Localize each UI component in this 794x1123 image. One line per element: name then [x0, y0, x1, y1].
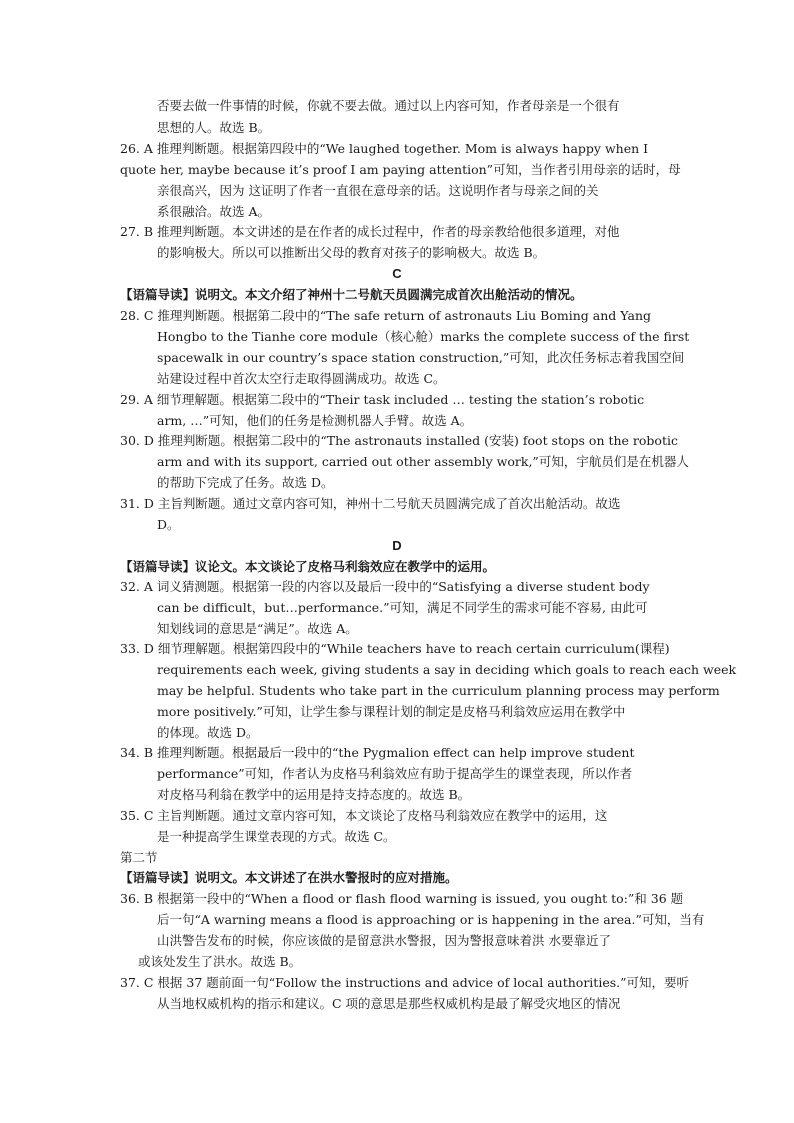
answer-33-line: more positively.”可知，让学生参与课程计划的制定是皮格马利翁效应运用在教学中 [157, 704, 626, 719]
answer-36-line: 36. B 根据第一段中的“When a flood or flash flood warning is issued, you ought to:”和 36 题 [120, 891, 684, 906]
answer-32-line: can be difficult，but…performance.”可知，满足不同学生的需求可能不容易, 由此可 [157, 600, 648, 615]
answer-30-line: 的帮助下完成了任务。故选 D。 [157, 475, 334, 490]
answer-26-line: 系很融洽。故选 A。 [157, 204, 271, 219]
answer-30-line: 30. D 推理判断题。根据第二段中的“The astronauts installed (安装) foot stops on the robotic [120, 433, 678, 448]
answer-28-line: spacewalk in our country’s space station construction,”可知，此次任务标志着我国空间 [157, 350, 685, 365]
answer-27-line: 27. B 推理判断题。本文讲述的是在作者的成长过程中，作者的母亲教给他很多道理，对他 [120, 224, 620, 239]
answer-text-line: 思想的人。故选 B。 [157, 120, 271, 135]
answer-31-line: 31. D 主旨判断题。通过文章内容可知，神州十二号航天员圆满完成了首次出舱活动。故选 [120, 496, 621, 511]
answer-33-line: 33. D 细节理解题。根据第四段中的“While teachers have to reach certain curriculum(课程) [120, 641, 670, 656]
answer-37-line: 37. C 根据 37 题前面一句“Follow the instructions and advice of local authorities.”可知，要听 [120, 975, 689, 990]
passage-guide-c: 【语篇导读】说明文。本文介绍了神州十二号航天员圆满完成首次出舱活动的情况。 [120, 287, 583, 302]
answer-34-line: 34. B 推理判断题。根据最后一段中的“the Pygmalion effect can help improve student [120, 745, 635, 760]
answer-33-line: requirements each week, giving students a say in deciding which goals to reach each week [157, 662, 737, 677]
answer-32-line: 知划线词的意思是“满足”。故选 A。 [157, 621, 358, 636]
answer-34-line: performance”可知，作者认为皮格马利翁效应有助于提高学生的课堂表现，所以作者 [157, 766, 633, 781]
answer-26-line: 26. A 推理判断题。根据第四段中的“We laughed together. Mom is always happy when I [120, 141, 649, 156]
answer-28-line: Hongbo to the Tianhe core module（核心舱）marks the complete success of the first [157, 329, 690, 344]
answer-29-line: 29. A 细节理解题。根据第二段中的“Their task included … testing the station’s robotic [120, 392, 645, 407]
answer-34-line: 对皮格马利翁在教学中的运用是持支持态度的。故选 B。 [157, 787, 471, 802]
answer-36-line: 或该处发生了洪水。故选 B。 [138, 954, 302, 969]
section-heading-2: 第二节 [120, 850, 158, 865]
answer-33-line: 的体现。故选 D。 [157, 725, 259, 740]
answer-35-line: 35. C 主旨判断题。通过文章内容可知，本文谈论了皮格马利翁效应在教学中的运用，这 [120, 808, 608, 823]
section-heading-d: D [392, 538, 402, 553]
answer-33-line: may be helpful. Students who take part in the curriculum planning process may perform [157, 683, 720, 698]
answer-36-line: 山洪警告发布的时候，你应该做的是留意洪水警报，因为警报意味着洪 水要靠近了 [157, 933, 611, 948]
answer-27-line: 的影响极大。所以可以推断出父母的教育对孩子的影响极大。故选 B。 [157, 245, 546, 260]
answer-36-line: 后一句“A warning means a flood is approaching or is happening in the area.”可知，当有 [157, 912, 705, 927]
section-heading-c: C [392, 266, 402, 281]
answer-30-line: arm and with its support, carried out other assembly work,”可知，宇航员们是在机器人 [157, 454, 689, 469]
answer-26-line: quote her, maybe because it’s proof I am paying attention”可知，当作者引用母亲的话时，母 [120, 162, 681, 177]
passage-guide-d: 【语篇导读】议论文。本文谈论了皮格马利翁效应在教学中的运用。 [120, 559, 496, 574]
answer-37-line: 从当地权威机构的指示和建议。C 项的意思是那些权威机构是最了解受灾地区的情况 [157, 996, 621, 1011]
answer-28-line: 站建设过程中首次太空行走取得圆满成功。故选 C。 [157, 371, 446, 386]
passage-guide-2: 【语篇导读】说明文。本文讲述了在洪水警报时的应对措施。 [120, 870, 458, 885]
answer-28-line: 28. C 推理判断题。根据第二段中的“The safe return of astronauts Liu Boming and Yang [120, 308, 652, 323]
answer-26-line: 亲很高兴，因为 这证明了作者一直很在意母亲的话。这说明作者与母亲之间的关 [157, 183, 599, 198]
answer-32-line: 32. A 词义猜测题。根据第一段的内容以及最后一段中的“Satisfying a diverse student body [120, 579, 650, 594]
answer-35-line: 是一种提高学生课堂表现的方式。故选 C。 [157, 829, 396, 844]
answer-text-line: 否要去做一件事情的时候，你就不要去做。通过以上内容可知，作者母亲是一个很有 [157, 98, 620, 113]
answer-31-line: D。 [157, 517, 180, 532]
answer-29-line: arm, …”可知，他们的任务是检测机器人手臂。故选 A。 [157, 413, 473, 428]
